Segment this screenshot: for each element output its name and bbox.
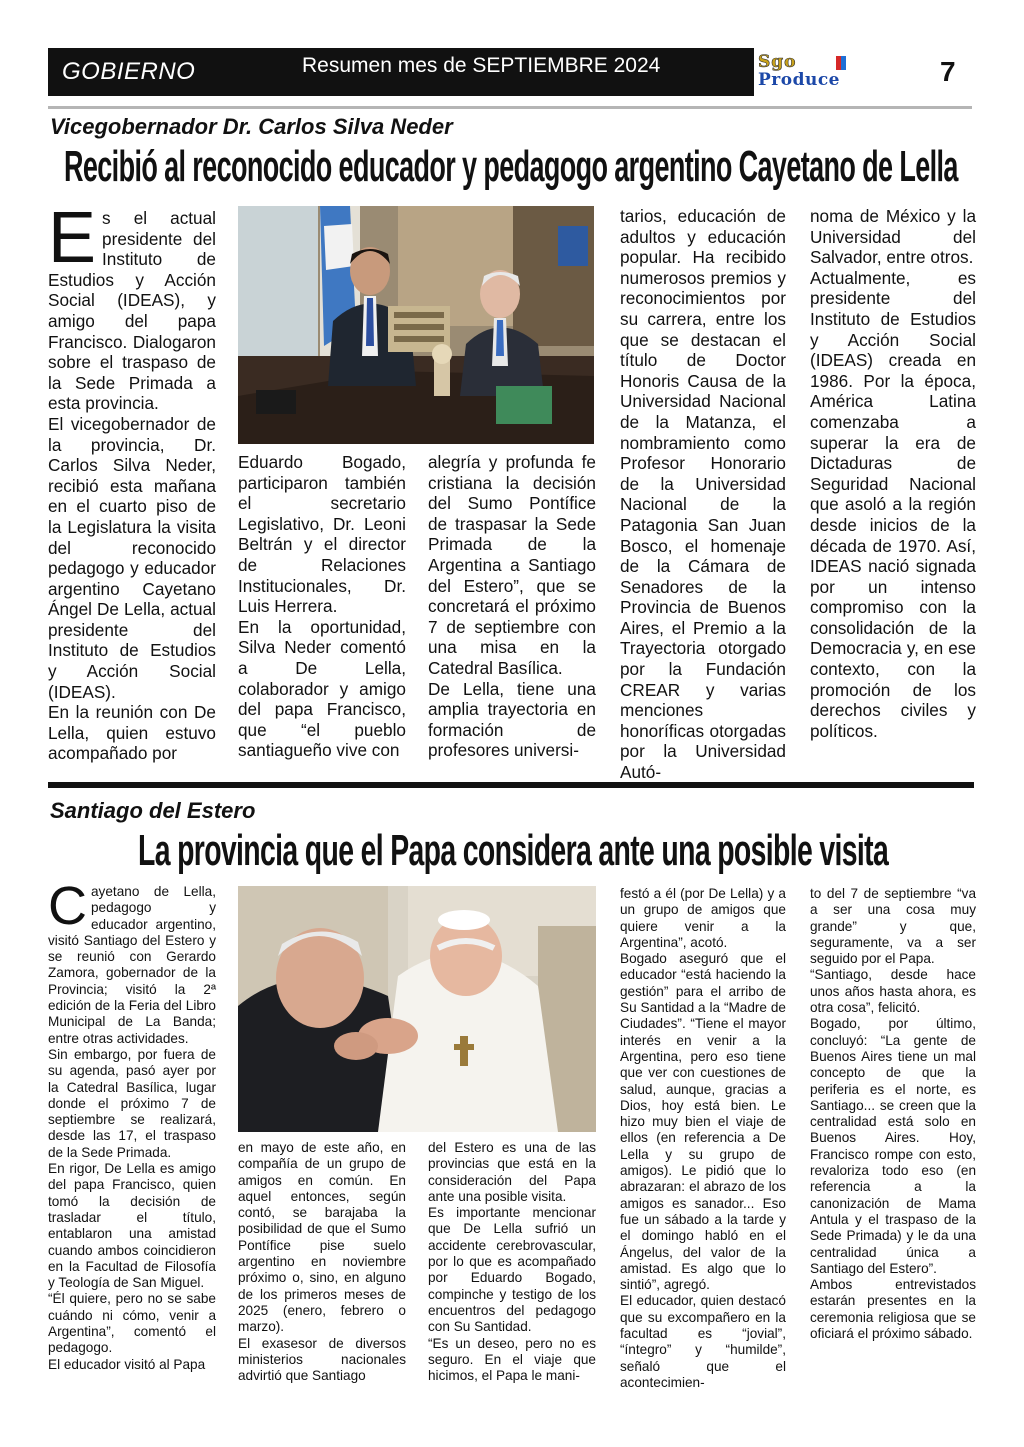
paragraph: Actualmente, es presidente del Instituto de Estudios y Acción Social (IDEAS) creada en 1986. Por la época, América Latina comenzaba a superar la era de Dictaduras de Seguridad Nacional que asoló a la región desde inicios de la década de 1970. Así, IDEAS nació signada por un intenso compromiso con la consolidación de la Democracia y, en ese contexto, con la promoción de los derechos civiles y políticos. — [810, 267, 976, 741]
article1-column-2 — [238, 452, 406, 768]
pope-meeting-photo-illustration — [238, 886, 596, 1132]
article1-photo — [238, 206, 594, 444]
article1-column-4 — [620, 206, 786, 783]
logo-bottom-text: Produce — [758, 70, 840, 90]
publication-logo — [758, 52, 900, 92]
paragraph: Ambos entrevistados estarán presentes en la ceremonia religiosa que se oficiará el próximo sábado. — [810, 1277, 976, 1342]
article1-dropcap: E — [48, 198, 97, 278]
article-divider — [48, 782, 974, 788]
paragraph: Bogado, por último, concluyó: “La gente de Buenos Aires tiene un mal concepto de que la periferia es el norte, es Santiago... se creen que la centralidad está solo en Buenos Aires. Hoy, Francisco rompe con esto, revaloriza todo eso (en referencia a la canonización de Mama Antula y el traspaso de la Sede Primada) y le da una centralidad única a Santiago del Estero”. — [810, 1016, 976, 1276]
flag-icon — [836, 56, 846, 70]
article2-column-5 — [810, 886, 976, 1400]
paragraph: noma de México y la Universidad del Salvador, entre otros. — [810, 206, 976, 268]
article1-kicker: Vicegobernador Dr. Carlos Silva Neder — [50, 114, 453, 139]
paragraph: “Santiago, desde hace unos años hasta ahora, es otra cosa”, felicitó. — [810, 967, 976, 1016]
paragraph: festó a él (por De Lella) y a un grupo de amigos que quiere venir a la Argentina”, acotó. — [620, 886, 786, 950]
article2-column-4 — [620, 886, 786, 1400]
paragraph: El exasesor de diversos ministerios nacionales advirtió que Santiago — [238, 1335, 406, 1384]
article2-column-2 — [238, 1140, 406, 1400]
header-divider — [48, 106, 972, 109]
article2-dropcap: C — [48, 876, 87, 936]
article2-headline: La provincia que el Papa considera ante una posible visita — [138, 826, 889, 875]
paragraph: del Estero es una de las provincias que está en la consideración del Papa ante una posible visita. — [428, 1140, 596, 1204]
article2-photo — [238, 886, 596, 1132]
meeting-photo-illustration — [238, 206, 594, 444]
logo-top-text: Sgo — [758, 52, 797, 72]
issue-summary: Resumen mes de SEPTIEMBRE 2024 — [302, 54, 661, 77]
article1-column-3 — [428, 452, 596, 768]
article1-column-1 — [48, 198, 216, 768]
paragraph: En la reunión con De Lella, quien estuvo acompañado por — [48, 702, 216, 764]
paragraph: El educador visitó al Papa — [48, 1356, 206, 1372]
paragraph: en mayo de este año, en compañía de un grupo de amigos en común. En aquel entonces, según contó, se barajaba la posibilidad de que el Sumo Pontífice pise suelo argentino en noviembre próximo o, sino, en alguno de los primeros meses de 2025 (enero, febrero o marzo). — [238, 1140, 406, 1335]
paragraph: En la oportunidad, Silva Neder comentó a De Lella, colaborador y amigo del papa Francisco, que “el pueblo santiagueño vive con — [238, 616, 406, 761]
paragraph: tarios, educación de adultos y educación popular. Ha recibido numerosos premios y reconocimientos por su carrera, entre los que se destacan el título de Doctor Honoris Causa de la Universidad Nacional de la Matanza, el nombramiento como Profesor Honorario de la Universidad Nacional de la Patagonia San Juan Bosco, el homenaje de la Cámara de Senadores de la Provincia de Buenos Aires, el Premio a la Trayectoria otorgado por la Fundación CREAR y varias menciones honoríficas otorgadas por la Universidad Autó- — [620, 206, 786, 783]
paragraph: En rigor, De Lella es amigo del papa Francisco, quien tomó la decisión de trasladar el título, entablaron una amistad cuando ambos coincidieron en la Facultad de Filosofía y Teología de San Miguel. — [48, 1161, 216, 1291]
page-number: 7 — [940, 56, 956, 87]
article1-headline: Recibió al reconocido educador y pedagogo argentino Cayetano de Lella — [64, 142, 958, 191]
article2-column-3 — [428, 1140, 596, 1400]
article2-column-1 — [48, 876, 216, 1400]
paragraph: De Lella, tiene una amplia trayectoria en formación de profesores universi- — [428, 678, 596, 761]
paragraph: El educador, quien destacó que su excompañero en la facultad es “jovial”, “íntegro” y “humilde”, señaló que el acontecimien- — [620, 1293, 786, 1390]
paragraph: alegría y profunda fe cristiana la decisión del Sumo Pontífice de traspasar la Sede Primada de la Argentina a Santiago del Estero”, que se concretará el próximo 7 de septiembre con una misa en la Catedral Basílica. — [428, 452, 596, 678]
paragraph: to del 7 de septiembre “va a ser una cosa muy grande” y que, seguramente, va a ser seguido por el Papa. — [810, 886, 976, 967]
article2-kicker: Santiago del Estero — [50, 798, 256, 823]
paragraph: Sin embargo, por fuera de su agenda, pasó ayer por la Catedral Basílica, lugar donde el próximo 7 de septiembre se realizará, desde las 17, el traspaso de la Sede Primada. — [48, 1046, 216, 1160]
article1-column-5 — [810, 206, 976, 768]
paragraph: Es importante mencionar que De Lella sufrió un accidente cerebrovascular, por lo que es acompañado por Eduardo Bogado, compinche y testigo de los encuentros del pedagogo con Su Santidad. — [428, 1205, 596, 1335]
section-label: GOBIERNO — [62, 58, 196, 85]
paragraph: “Él quiere, pero no se sabe cuándo ni cómo, venir a Argentina”, comentó el pedagogo. — [48, 1291, 216, 1356]
paragraph: Bogado aseguró que el educador “está haciendo la gestión” para el arribo de Su Santidad a la “Madre de Ciudades”. “Tiene el mayor interés en venir a la Argentina, pero eso tiene que ver con cuestiones de salud, aunque, gracias a Dios, hoy está bien. Le hizo muy bien el viaje de ellos (en referencia a De Lella y su grupo de amigos). Le pidió que lo abrazaran: el abrazo de los amigos es sanador... Eso fue un sábado a la tarde y el domingo habló en el Ángelus, del valor de la amistad. Es algo que lo sintió”, agregó. — [620, 951, 786, 1293]
paragraph: “Es un deseo, pero no es seguro. En el viaje que hicimos, el Papa le mani- — [428, 1335, 596, 1384]
paragraph: s el actual presidente del Instituto de Estudios y Acción Social (IDEAS), y amigo del papa Francisco. Dialogaron sobre el traspaso de la Sede Primada a esta provincia. — [48, 208, 216, 414]
paragraph: ayetano de Lella, pedagogo y educador argentino, visitó Santiago del Estero y se reunió con Gerardo Zamora, gobernador de la Provincia; visitó la 2ª edición de la Feria del Libro Municipal de La Banda; entre otras actividades. — [48, 884, 216, 1046]
paragraph: El vicegobernador de la provincia, Dr. Carlos Silva Neder, recibió esta mañana en el cuarto piso de la Legislatura la visita del reconocido pedagogo y educador argentino Cayetano Ángel De Lella, actual presidente del Instituto de Estudios y Acción Social (IDEAS). — [48, 413, 216, 702]
paragraph: Eduardo Bogado, participaron también el secretario Legislativo, Dr. Leoni Beltrán y el director de Relaciones Institucionales, Dr. Luis Herrera. — [238, 452, 406, 617]
